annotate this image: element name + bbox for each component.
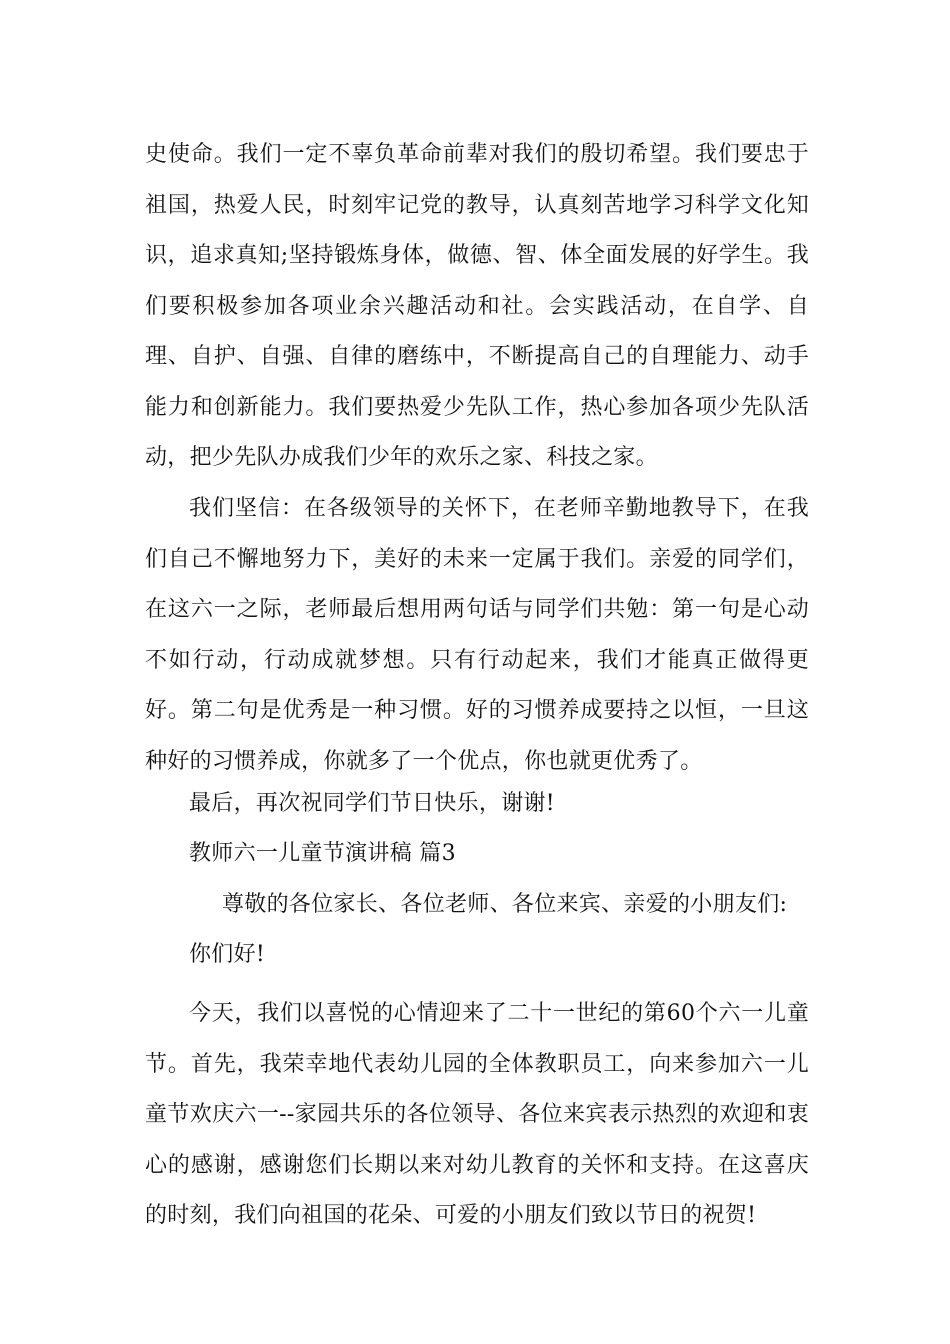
paragraph-closing: 最后，再次祝同学们节日快乐，谢谢!	[189, 791, 555, 816]
paragraph-mission: 史使命。我们一定不辜负革命前辈对我们的殷切希望。我们要忠于祖国，热爱人民，时刻牢记党的教导，认真刻苦地学习科学文化知识，追求真知;坚持锻炼身体，做德、智、体全面发展的好学生。我们要积极参加各项业余兴趣活动和社。会实践活动，在自学、自理、自护、自强、自律的磨练中，不断提高自己的自理能力、动手能力和创新能力。我们要热爱少先队工作，热心参加各项少先队活动，把少先队办成我们少年的欢乐之家、科技之家。	[145, 142, 809, 470]
salutation: 尊敬的各位家长、各位老师、各位来宾、亲爱的小朋友们:	[222, 892, 788, 917]
section-heading: 教师六一儿童节演讲稿 篇3	[189, 841, 456, 866]
greeting: 你们好!	[189, 942, 266, 967]
paragraph-today: 今天，我们以喜悦的心情迎来了二十一世纪的第60个六一儿童节。首先，我荣幸地代表幼儿园的全体教职员工，向来参加六一儿童节欢庆六一--家园共乐的各位领导、各位来宾表示热烈的欢迎和衷心的感谢，感谢您们长期以来对幼儿教育的关怀和支持。在这喜庆的时刻，我们向祖国的花朵、可爱的小朋友们致以节日的祝贺!	[145, 1001, 809, 1228]
paragraph-belief: 我们坚信：在各级领导的关怀下，在老师辛勤地教导下，在我们自己不懈地努力下，美好的未来一定属于我们。亲爱的同学们，在这六一之际，老师最后想用两句话与同学们共勉：第一句是心动不如行动，行动成就梦想。只有行动起来，我们才能真正做得更好。第二句是优秀是一种习惯。好的习惯养成要持之以恒，一旦这种好的习惯养成，你就多了一个优点，你也就更优秀了。	[145, 496, 809, 774]
